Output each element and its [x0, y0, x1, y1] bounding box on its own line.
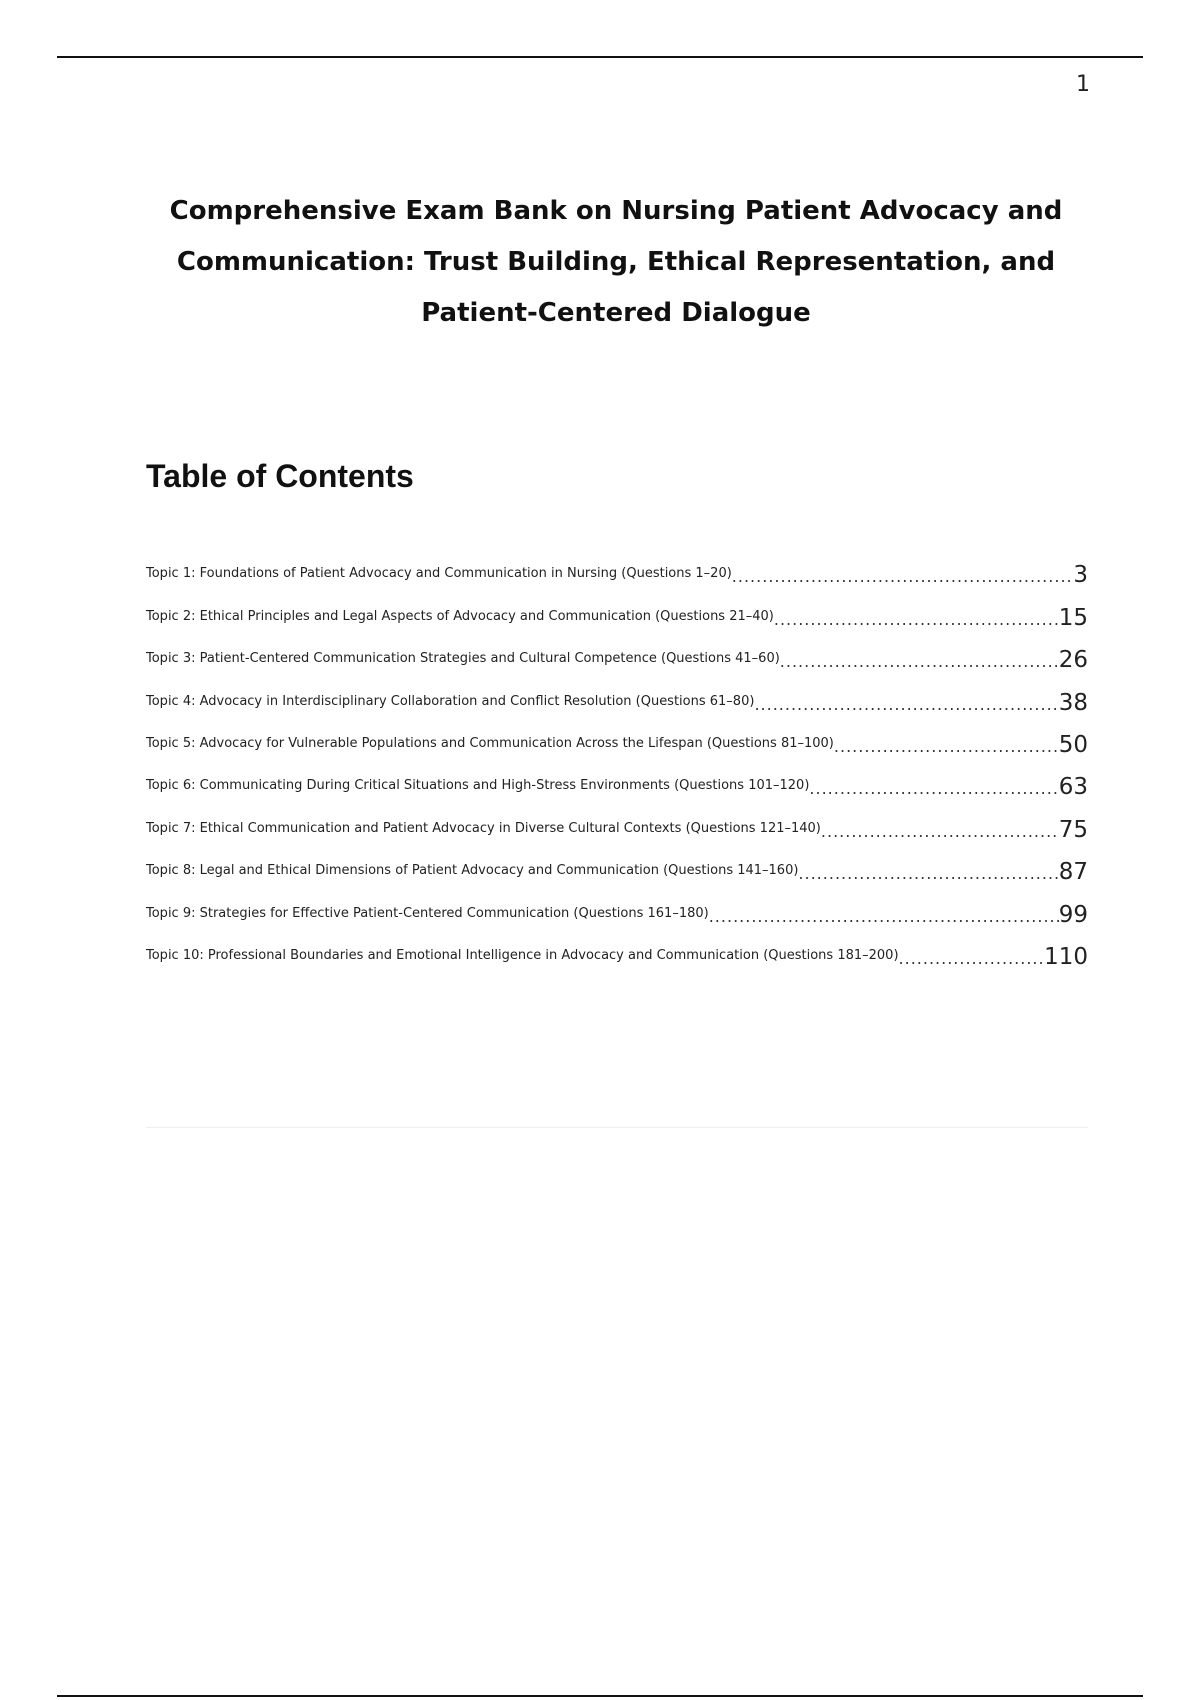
toc-entry-label: Topic 10: Professional Boundaries and Emotional Intelligence in Advocacy and Communication (Questions 181–200) — [146, 947, 899, 963]
toc-entry-page: 3 — [1073, 562, 1088, 589]
section-divider — [146, 1127, 1088, 1128]
footer-rule — [57, 1695, 1143, 1697]
document-title-line-1: Comprehensive Exam Bank on Nursing Patient Advocacy and — [169, 196, 1063, 226]
toc-entry-topic-10[interactable] — [146, 932, 1088, 974]
toc-dot-leader — [709, 908, 1059, 932]
document-title-line-2: Communication: Trust Building, Ethical Representation, and — [176, 247, 1056, 277]
toc-entry-topic-7[interactable] — [146, 804, 1088, 846]
toc-entry-label: Topic 8: Legal and Ethical Dimensions of Patient Advocacy and Communication (Questions 141–160) — [146, 863, 799, 879]
toc-entry-topic-8[interactable] — [146, 847, 1088, 889]
toc-entry-page: 38 — [1058, 689, 1088, 716]
toc-entry-topic-3[interactable] — [146, 635, 1088, 677]
toc-dot-leader — [780, 653, 1059, 677]
toc-heading: Table of Contents — [146, 458, 414, 494]
toc-entry-page: 110 — [1044, 943, 1088, 970]
toc-entry-page: 99 — [1058, 901, 1088, 928]
toc-entry-label: Topic 6: Communicating During Critical Situations and High-Stress Environments (Questions 101–120) — [146, 778, 810, 794]
toc-entry-label: Topic 3: Patient-Centered Communication Strategies and Cultural Competence (Questions 41–60) — [146, 651, 780, 667]
page-number: 1 — [1076, 72, 1090, 97]
table-of-contents — [146, 550, 1088, 974]
toc-dot-leader — [798, 865, 1058, 889]
toc-entry-topic-5[interactable] — [146, 720, 1088, 762]
toc-entry-page: 50 — [1058, 731, 1088, 758]
toc-entry-topic-1[interactable] — [146, 550, 1088, 592]
toc-dot-leader — [899, 950, 1045, 974]
toc-entry-topic-9[interactable] — [146, 889, 1088, 931]
toc-dot-leader — [774, 611, 1059, 635]
toc-entry-page: 63 — [1058, 774, 1088, 801]
toc-entry-page: 87 — [1058, 859, 1088, 886]
toc-entry-page: 15 — [1058, 604, 1088, 631]
toc-entry-topic-2[interactable] — [146, 592, 1088, 634]
toc-entry-label: Topic 4: Advocacy in Interdisciplinary Collaboration and Conflict Resolution (Questions 61–80) — [146, 693, 755, 709]
toc-dot-leader — [834, 738, 1059, 762]
header-rule — [57, 56, 1143, 58]
document-title — [146, 186, 1086, 339]
toc-entry-topic-4[interactable] — [146, 677, 1088, 719]
toc-dot-leader — [732, 568, 1074, 592]
toc-entry-label: Topic 1: Foundations of Patient Advocacy and Communication in Nursing (Questions 1–20) — [146, 566, 732, 582]
toc-entry-label: Topic 9: Strategies for Effective Patient-Centered Communication (Questions 161–180) — [146, 905, 709, 921]
toc-entry-page: 75 — [1058, 816, 1088, 843]
toc-entry-label: Topic 7: Ethical Communication and Patient Advocacy in Diverse Cultural Contexts (Questions 121–140) — [146, 820, 821, 836]
toc-entry-label: Topic 5: Advocacy for Vulnerable Populations and Communication Across the Lifespan (Questions 81–100) — [146, 735, 834, 751]
toc-dot-leader — [809, 780, 1058, 804]
toc-entry-page: 26 — [1058, 647, 1088, 674]
toc-dot-leader — [821, 823, 1059, 847]
toc-dot-leader — [754, 696, 1058, 720]
toc-entry-label: Topic 2: Ethical Principles and Legal Aspects of Advocacy and Communication (Questions 21–40) — [146, 608, 774, 624]
document-title-line-3: Patient-Centered Dialogue — [421, 298, 811, 328]
toc-entry-topic-6[interactable] — [146, 762, 1088, 804]
